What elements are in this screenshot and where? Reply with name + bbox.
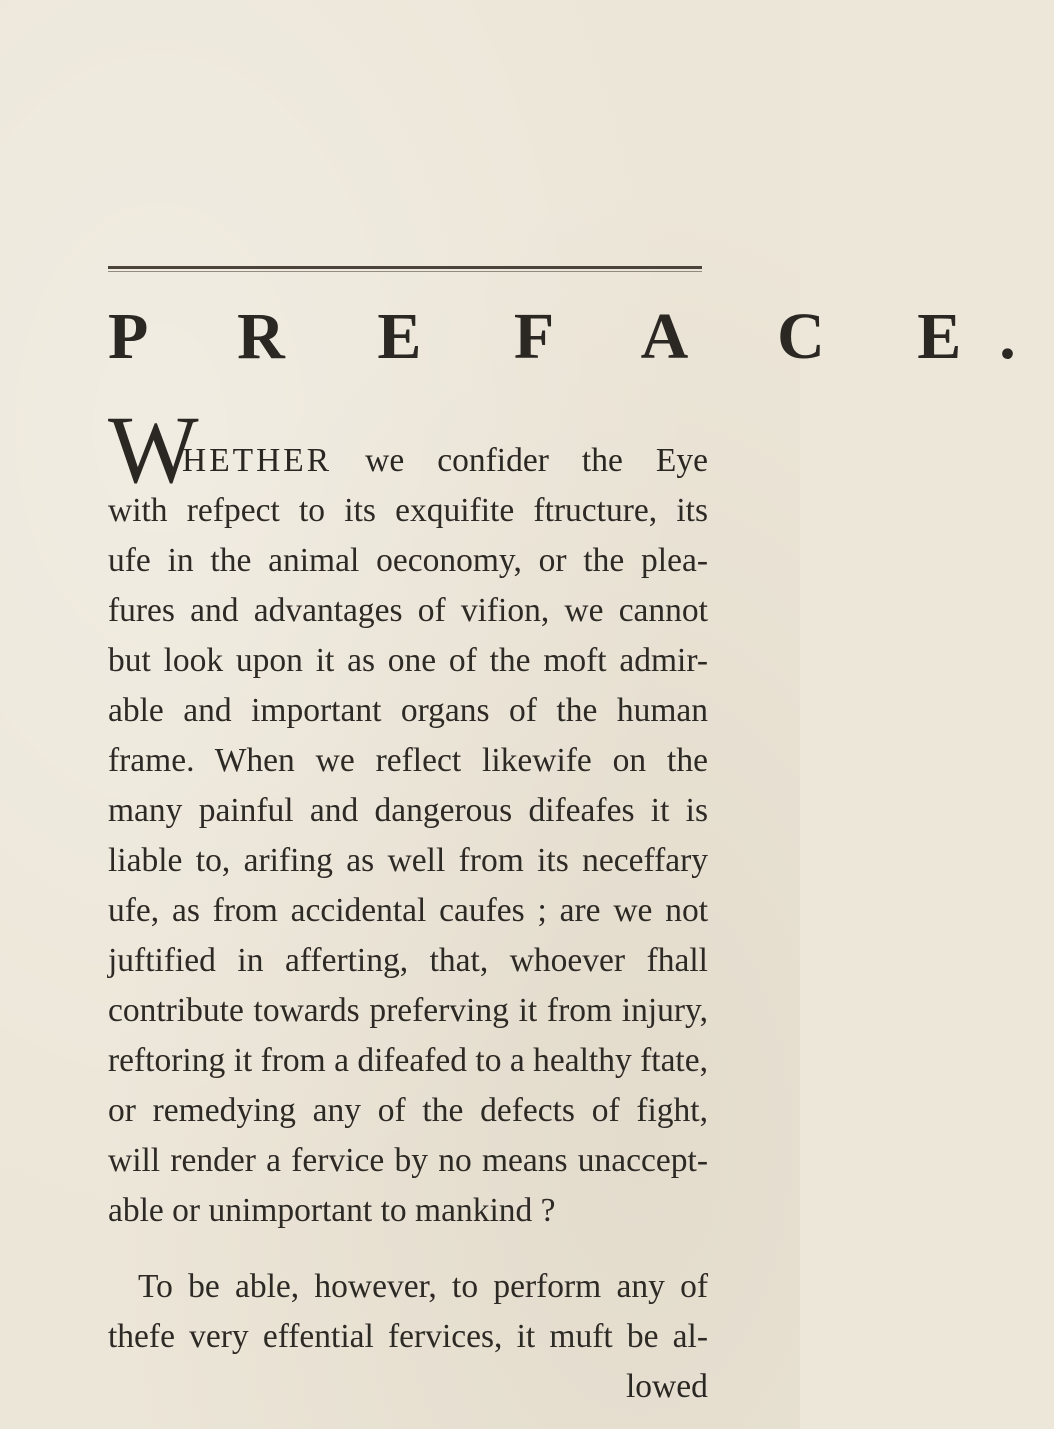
paragraph-1-line-4: fures and advantages of vifion, we cannot	[108, 592, 708, 629]
paragraph-1-line-13: reftoring it from a difeafed to a healthy ftate,	[108, 1042, 708, 1079]
paragraph-1-line-12: contribute towards preferving it from injury,	[108, 992, 708, 1029]
paragraph-1-line-2: with refpect to its exquifite ftructure, its	[108, 492, 708, 529]
paragraph-1-line-8: many painful and dangerous difeafes it is	[108, 792, 708, 829]
catchword: lowed	[626, 1368, 708, 1405]
paragraph-1-line-14: or remedying any of the defects of fight,	[108, 1092, 708, 1129]
paragraph-1-line-5: but look upon it as one of the moft admir-	[108, 642, 708, 679]
paragraph-1-line-1	[182, 436, 708, 486]
paragraph-1-line-7: frame. When we reflect likewife on the	[108, 742, 708, 779]
paragraph-1-line-6: able and important organs of the human	[108, 692, 708, 729]
paragraph-1-line-9: liable to, arifing as well from its neceffary	[108, 842, 708, 879]
first-line-rest: we confider the Eye	[365, 442, 708, 479]
paragraph-1-line-15: will render a fervice by no means unaccept-	[108, 1142, 708, 1179]
header-rule	[108, 266, 702, 269]
first-word-rest: HETHER	[182, 442, 333, 479]
paragraph-1-opening	[108, 396, 708, 503]
page-heading: P R E F A C E.	[108, 300, 1054, 373]
paragraph-2-line-2: thefe very effential fervices, it muft be al-	[108, 1318, 708, 1355]
paragraph-1-line-16: able or unimportant to mankind ?	[108, 1192, 556, 1229]
drop-cap: W	[108, 396, 199, 503]
paragraph-2-line-1: To be able, however, to perform any of	[138, 1268, 708, 1305]
header-rule-thin	[108, 271, 702, 272]
paragraph-1-line-3: ufe in the animal oeconomy, or the plea-	[108, 542, 708, 579]
paragraph-1-line-10: ufe, as from accidental caufes ; are we not	[108, 892, 708, 929]
paragraph-1-line-11: juftified in afferting, that, whoever fhall	[108, 942, 708, 979]
